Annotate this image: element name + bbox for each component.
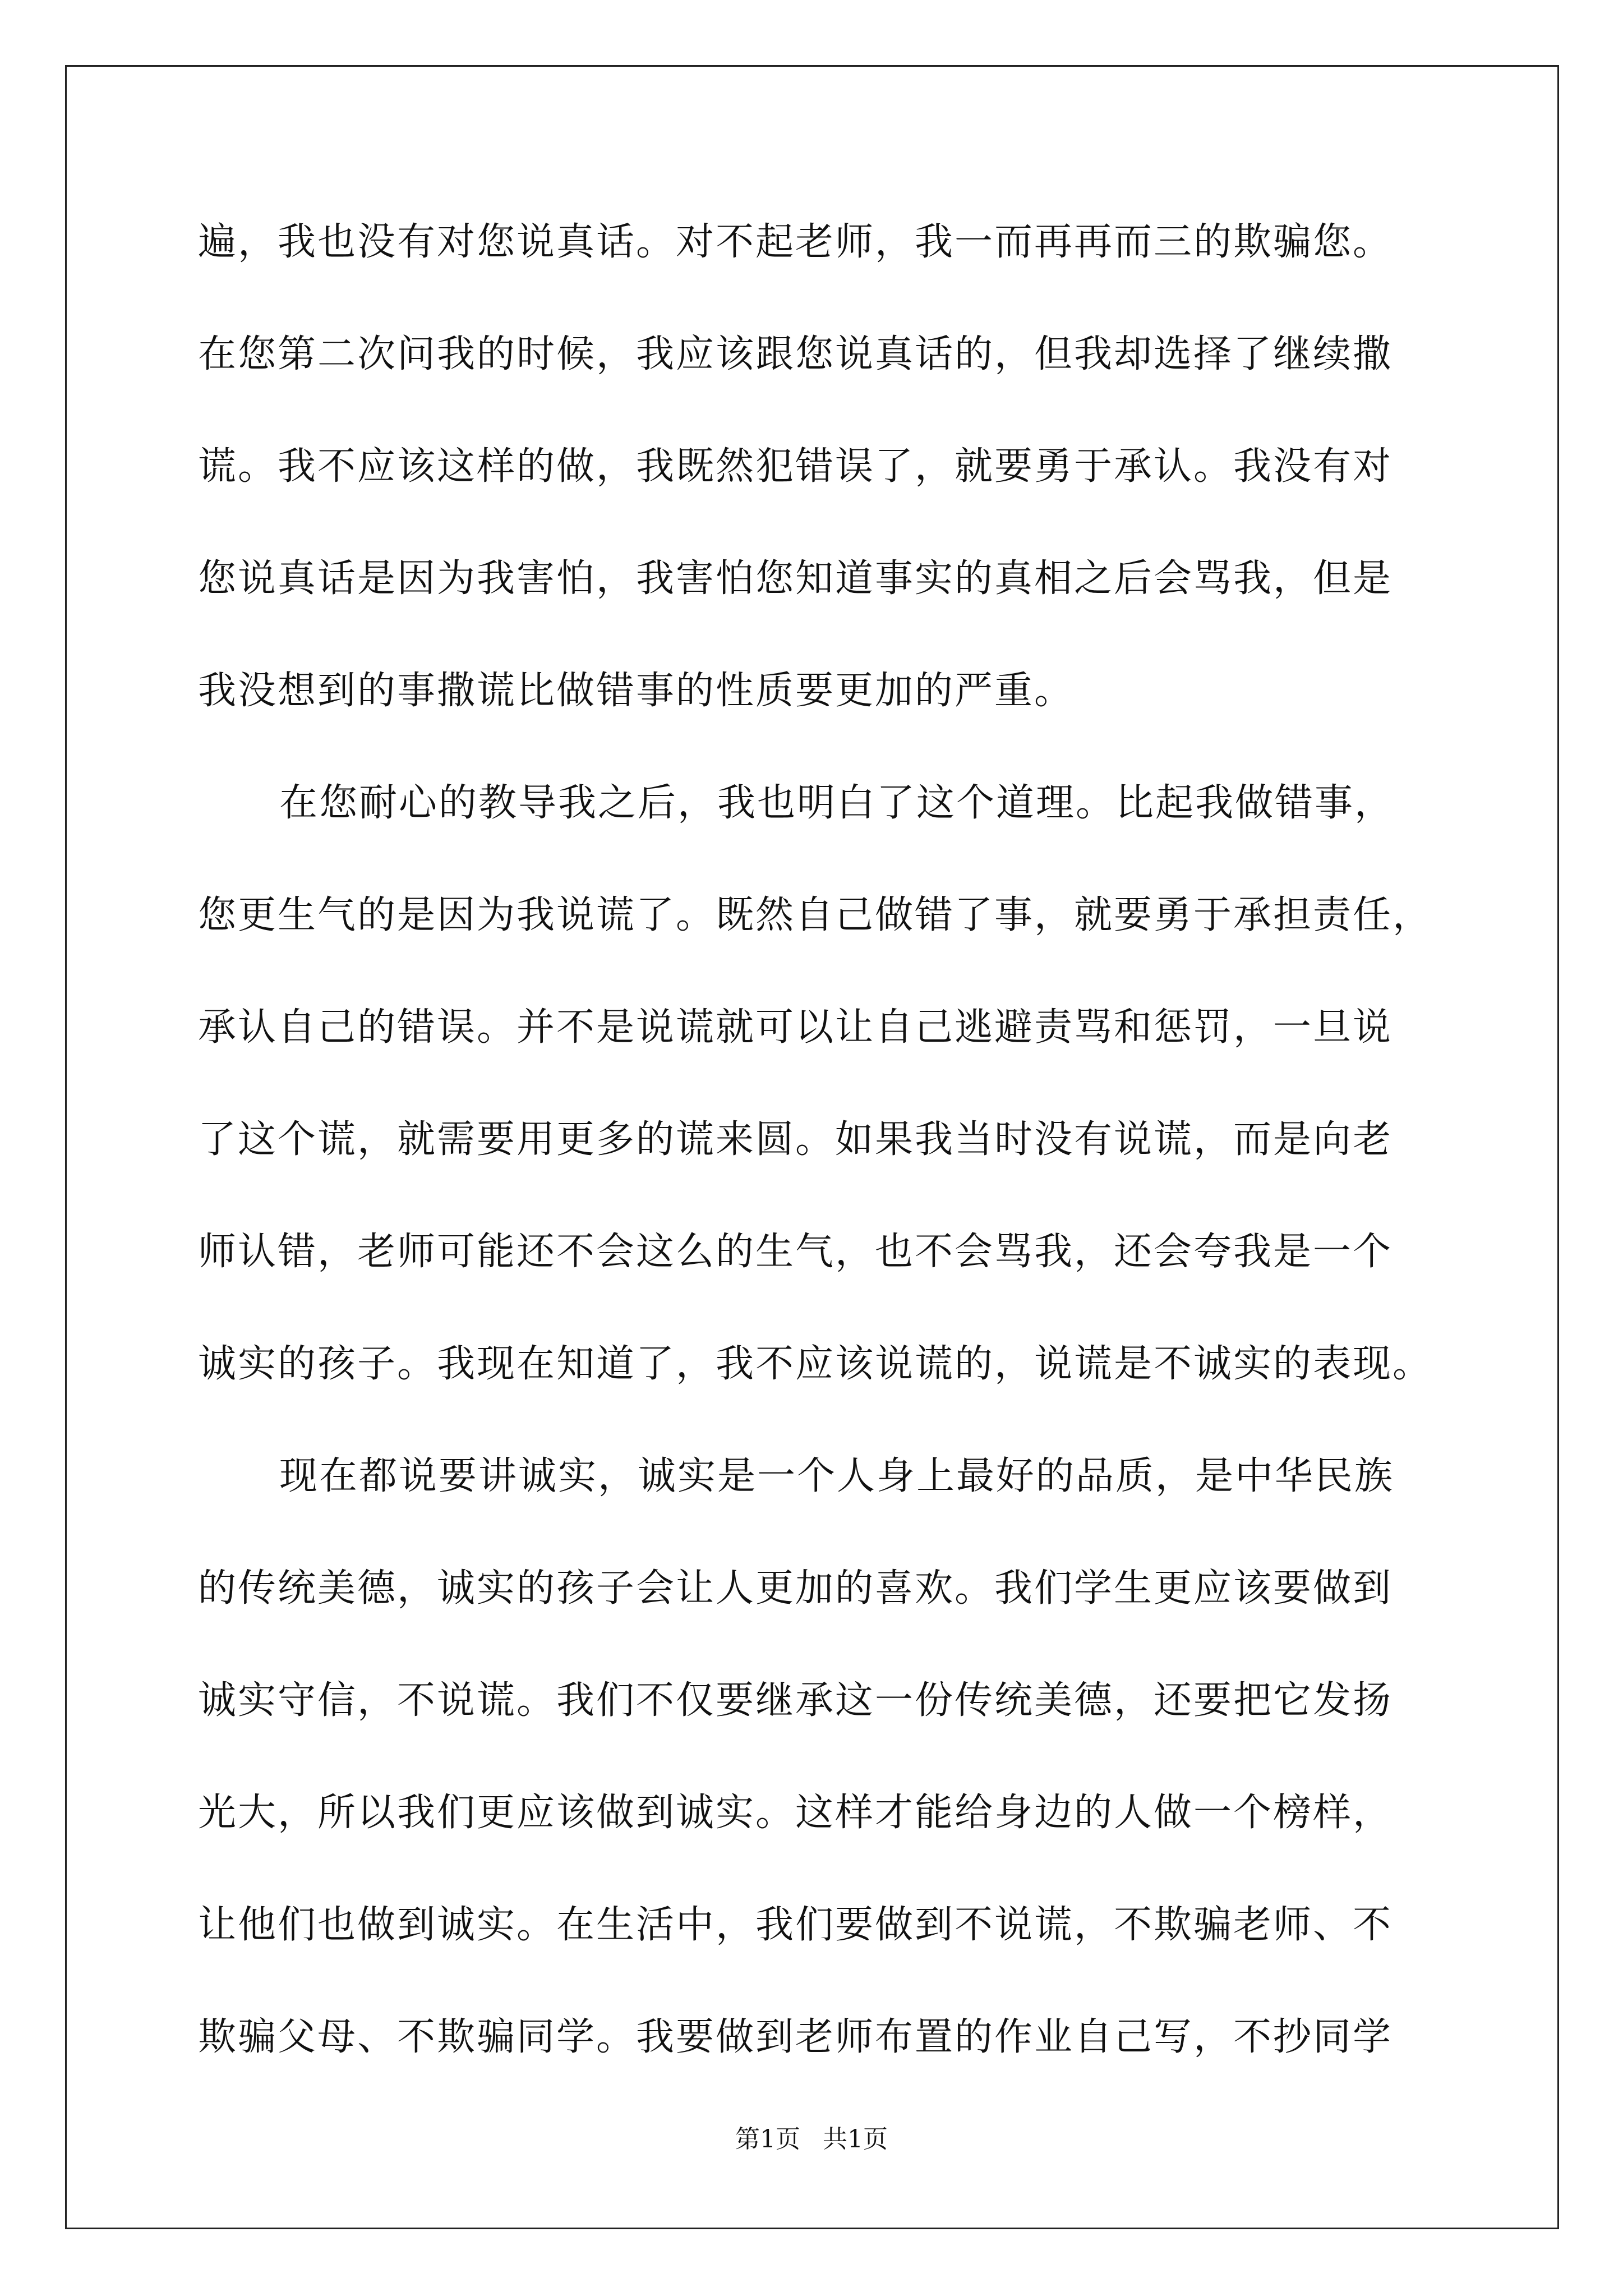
- text-line: 我没想到的事撒谎比做错事的性质要更加的严重。: [198, 669, 1075, 713]
- page-number: 第1页: [735, 2125, 800, 2154]
- text-line: 承认自己的错误。并不是说谎就可以让自己逃避责骂和惩罚，一旦说: [198, 1005, 1393, 1050]
- text-line: 光大，所以我们更应该做到诚实。这样才能给身边的人做一个榜样，: [198, 1791, 1393, 1835]
- page-footer: [0, 2123, 1623, 2156]
- text-line: 了这个谎，就需要用更多的谎来圆。如果我当时没有说谎，而是向老: [198, 1117, 1393, 1162]
- text-line: 谎。我不应该这样的做，我既然犯错误了，就要勇于承认。我没有对: [198, 444, 1393, 489]
- text-line: 师认错，老师可能还不会这么的生气，也不会骂我，还会夸我是一个: [198, 1230, 1393, 1274]
- text-line: 在您第二次问我的时候，我应该跟您说真话的，但我却选择了继续撒: [198, 332, 1393, 376]
- text-line: 您说真话是因为我害怕，我害怕您知道事实的真相之后会骂我，但是: [198, 556, 1393, 601]
- text-line: 欺骗父母、不欺骗同学。我要做到老师布置的作业自己写，不抄同学: [198, 2015, 1393, 2059]
- text-line: 让他们也做到诚实。在生活中，我们要做到不说谎，不欺骗老师、不: [198, 1903, 1393, 1947]
- text-line: 的传统美德，诚实的孩子会让人更加的喜欢。我们学生更应该要做到: [198, 1566, 1393, 1611]
- paragraph-start-line: 现在都说要讲诚实，诚实是一个人身上最好的品质，是中华民族: [279, 1454, 1395, 1498]
- paragraph-start-line: 在您耐心的教导我之后，我也明白了这个道理。比起我做错事，: [279, 781, 1395, 825]
- document-body: [198, 217, 1433, 2124]
- text-line: 遍，我也没有对您说真话。对不起老师，我一而再再而三的欺骗您。: [198, 220, 1393, 264]
- text-line: 您更生气的是因为我说谎了。既然自己做错了事，就要勇于承担责任，: [198, 893, 1433, 937]
- text-line: 诚实守信，不说谎。我们不仅要继承这一份传统美德，还要把它发扬: [198, 1678, 1393, 1723]
- text-line: 诚实的孩子。我现在知道了，我不应该说谎的，说谎是不诚实的表现。: [198, 1342, 1433, 1386]
- page-total: 共1页: [823, 2125, 888, 2154]
